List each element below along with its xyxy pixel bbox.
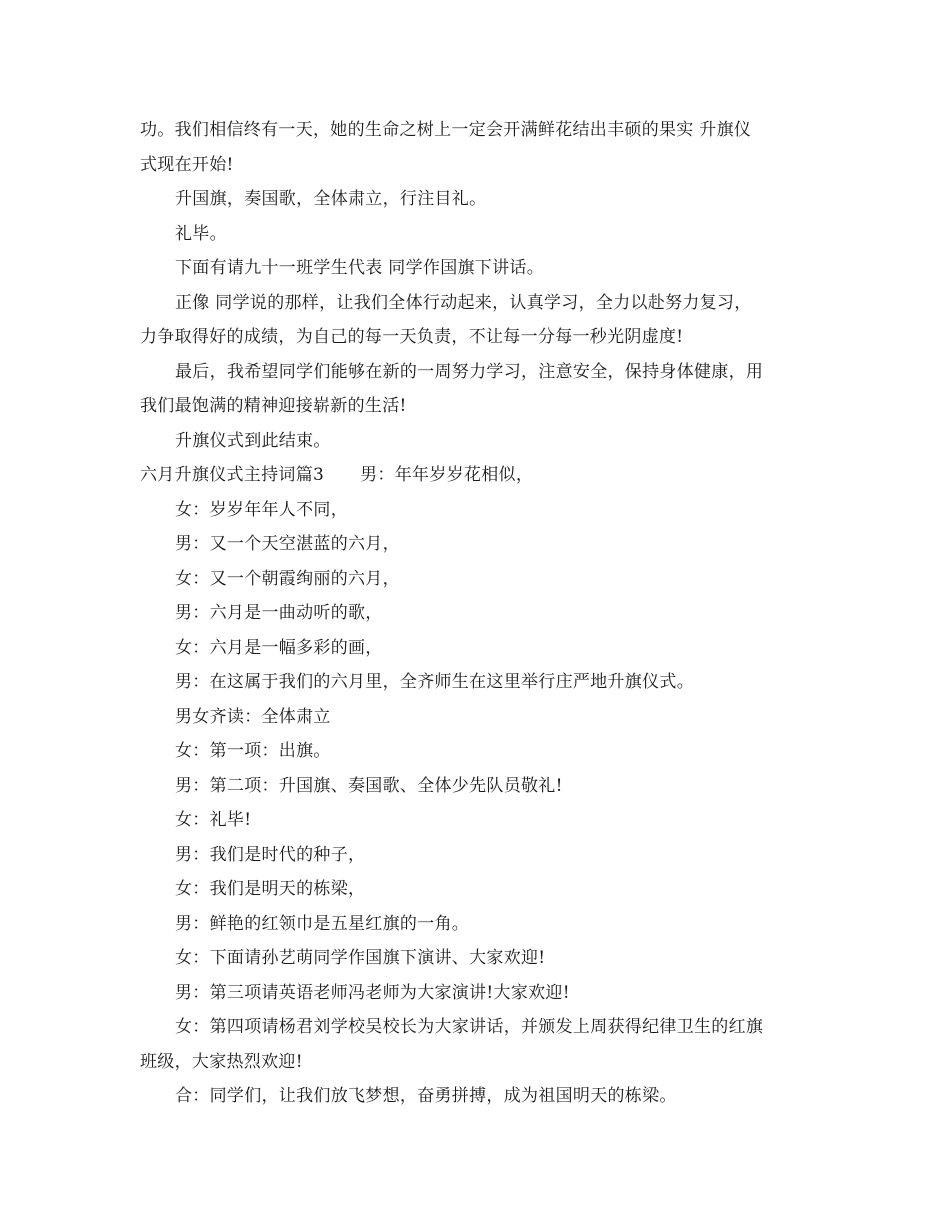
paragraph-line: 礼毕。 bbox=[175, 223, 227, 244]
paragraph-line: 式现在开始! bbox=[140, 154, 234, 175]
dialogue-line: 男女齐读：全体肃立 bbox=[175, 706, 331, 727]
dialogue-line: 女：六月是一幅多彩的画， bbox=[175, 637, 383, 658]
dialogue-line: 合：同学们，让我们放飞梦想，奋勇拼搏，成为祖国明天的栋梁。 bbox=[175, 1086, 677, 1106]
paragraph-line: 升旗仪式到此结束。 bbox=[175, 430, 331, 451]
dialogue-line: 班级，大家热烈欢迎! bbox=[140, 1051, 303, 1072]
dialogue-line: 女：又一个朝霞绚丽的六月， bbox=[175, 568, 400, 589]
dialogue-line: 男：鲜艳的红领巾是五星红旗的一角。 bbox=[175, 913, 470, 934]
section-heading-line bbox=[140, 458, 815, 493]
document-page bbox=[140, 113, 815, 1114]
dialogue-line: 男：又一个天空湛蓝的六月， bbox=[175, 534, 400, 554]
dialogue-line: 男：第三项请英语老师冯老师为大家演讲!大家欢迎! bbox=[175, 982, 570, 1003]
paragraph-line: 下面有请九十一班学生代表 同学作国旗下讲话。 bbox=[175, 258, 545, 278]
paragraph-line: 力争取得好的成绩，为自己的每一天负责，不让每一分每一秒光阴虚度! bbox=[140, 327, 684, 347]
dialogue-line: 女：第一项：出旗。 bbox=[175, 741, 331, 761]
dialogue-line: 男：六月是一曲动听的歌， bbox=[175, 603, 383, 623]
section-first-dialogue: 男：年年岁岁花相似， bbox=[360, 465, 534, 485]
dialogue-line: 女：第四项请杨君刘学校吴校长为大家讲话，并颁发上周获得纪律卫生的红旗 bbox=[175, 1017, 764, 1037]
paragraph-line: 功。我们相信终有一天，她的生命之树上一定会开满鲜花结出丰硕的果实 升旗仪 bbox=[140, 120, 752, 140]
dialogue-line: 女：岁岁年年人不同， bbox=[175, 499, 348, 520]
dialogue-line: 男：第二项：升国旗、奏国歌、全体少先队员敬礼! bbox=[175, 775, 563, 796]
dialogue-line: 女：下面请孙艺萌同学作国旗下演讲、大家欢迎! bbox=[175, 948, 546, 968]
section-heading: 六月升旗仪式主持词篇3 bbox=[140, 465, 325, 485]
dialogue-line: 女：礼毕! bbox=[175, 810, 252, 830]
paragraph-line: 最后，我希望同学们能够在新的一周努力学习，注意安全，保持身体健康，用 bbox=[175, 361, 764, 382]
dialogue-line: 男：我们是时代的种子， bbox=[175, 844, 366, 865]
dialogue-line: 男：在这属于我们的六月里，全齐师生在这里举行庄严地升旗仪式。 bbox=[175, 672, 694, 692]
paragraph-line: 正像 同学说的那样，让我们全体行动起来，认真学习，全力以赴努力复习， bbox=[175, 292, 752, 313]
paragraph-line: 升国旗，奏国歌，全体肃立，行注目礼。 bbox=[175, 189, 487, 209]
paragraph-line: 我们最饱满的精神迎接崭新的生活! bbox=[140, 396, 407, 416]
dialogue-line: 女：我们是明天的栋梁， bbox=[175, 879, 366, 899]
